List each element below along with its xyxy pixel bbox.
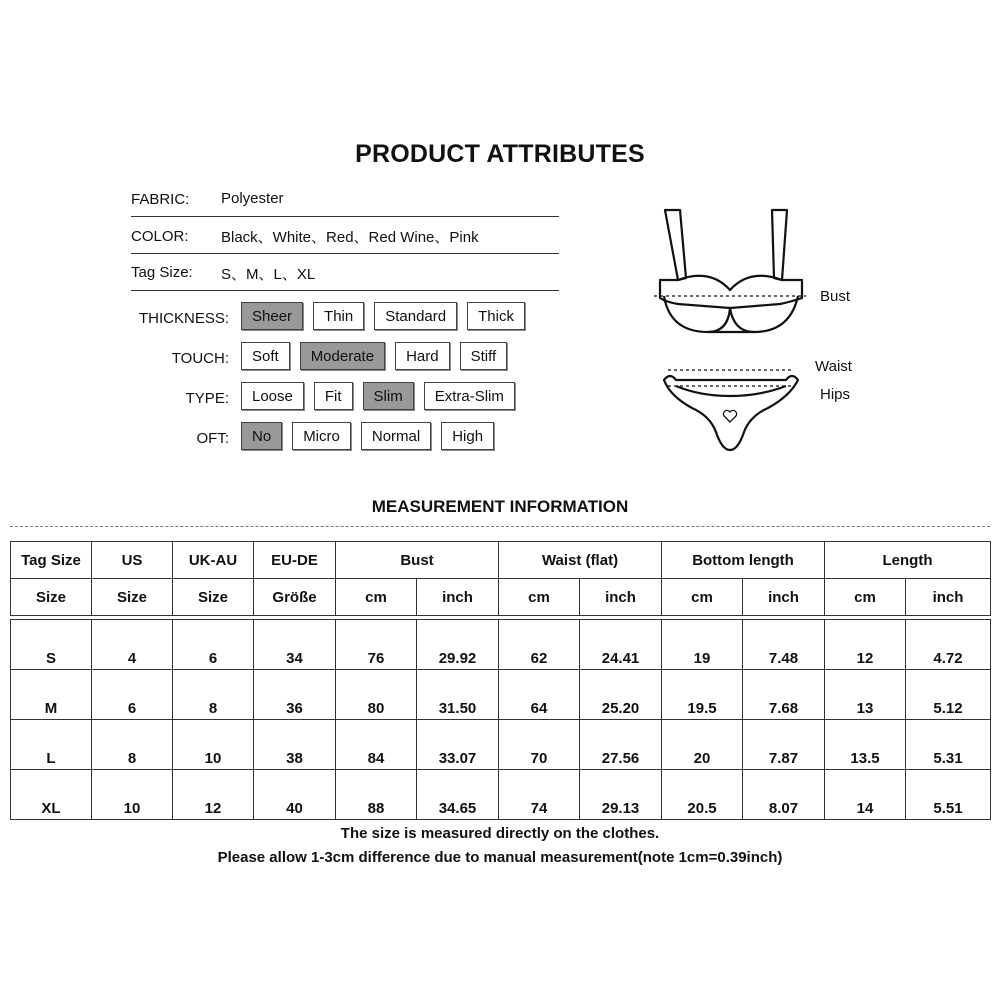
info-label: FABRIC: <box>131 191 190 208</box>
info-label: COLOR: <box>131 228 189 245</box>
heart-icon <box>723 410 736 422</box>
table-cell: 12 <box>173 770 254 820</box>
attribute-options <box>241 382 515 410</box>
info-row-color <box>131 217 559 254</box>
table-cell: 7.87 <box>743 720 825 770</box>
option-chip: Extra-Slim <box>424 382 515 410</box>
table-cell: Größe <box>254 579 336 616</box>
table-cell: cm <box>662 579 743 616</box>
table-cell: 7.48 <box>743 620 825 670</box>
table-cell: 5.51 <box>906 770 991 820</box>
attribute-label: THICKNESS: <box>138 310 229 327</box>
table-cell: 4 <box>92 620 173 670</box>
note-line: The size is measured directly on the clothes. <box>340 825 660 842</box>
table-cell: 64 <box>499 670 580 720</box>
table-cell: 33.07 <box>417 720 499 770</box>
table-cell: 88 <box>336 770 417 820</box>
table-cell: 40 <box>254 770 336 820</box>
table-cell: 4.72 <box>906 620 991 670</box>
table-cell: 5.31 <box>906 720 991 770</box>
table-cell: Waist (flat) <box>499 542 662 579</box>
option-chip: Normal <box>361 422 431 450</box>
table-header-row <box>11 542 991 579</box>
option-chip: No <box>241 422 282 450</box>
table-row <box>11 770 991 820</box>
table-cell: US <box>92 542 173 579</box>
attribute-label: OFT: <box>196 430 229 447</box>
option-chip: Thick <box>467 302 525 330</box>
table-cell: 24.41 <box>580 620 662 670</box>
option-chip: Loose <box>241 382 304 410</box>
table-cell: Size <box>173 579 254 616</box>
table-cell: Bottom length <box>662 542 825 579</box>
option-chip: High <box>441 422 494 450</box>
table-cell: Size <box>11 579 92 616</box>
hips-label: Hips <box>820 386 851 403</box>
option-chip: Moderate <box>300 342 385 370</box>
table-cell: inch <box>580 579 662 616</box>
table-cell: 29.92 <box>417 620 499 670</box>
table-cell: 10 <box>92 770 173 820</box>
table-cell: Bust <box>336 542 499 579</box>
table-cell: Size <box>92 579 173 616</box>
option-chip: Soft <box>241 342 290 370</box>
table-cell: cm <box>825 579 906 616</box>
table-cell: 34 <box>254 620 336 670</box>
table-cell: 62 <box>499 620 580 670</box>
table-cell: 27.56 <box>580 720 662 770</box>
table-cell: S <box>11 620 92 670</box>
option-chip: Standard <box>374 302 457 330</box>
table-subheader-row <box>11 579 991 616</box>
table-cell: UK-AU <box>173 542 254 579</box>
measurement-title: MEASUREMENT INFORMATION <box>371 497 629 516</box>
option-chip: Hard <box>395 342 450 370</box>
table-cell: 34.65 <box>417 770 499 820</box>
size-table <box>10 541 991 820</box>
table-cell: inch <box>417 579 499 616</box>
table-cell: cm <box>336 579 417 616</box>
option-chip: Micro <box>292 422 351 450</box>
table-cell: 76 <box>336 620 417 670</box>
table-cell: inch <box>906 579 991 616</box>
table-cell: 7.68 <box>743 670 825 720</box>
table-cell: 70 <box>499 720 580 770</box>
info-row-tag-size <box>131 254 559 291</box>
option-chip: Sheer <box>241 302 303 330</box>
table-cell: 6 <box>92 670 173 720</box>
bra-and-panty-illustration <box>650 200 810 460</box>
dashed-divider <box>10 526 990 527</box>
table-row <box>11 670 991 720</box>
table-cell: cm <box>499 579 580 616</box>
waist-label: Waist <box>815 358 852 375</box>
attribute-options <box>241 302 525 330</box>
option-chip: Thin <box>313 302 364 330</box>
table-cell: 38 <box>254 720 336 770</box>
table-cell: 19.5 <box>662 670 743 720</box>
table-cell: 8.07 <box>743 770 825 820</box>
option-chip: Stiff <box>460 342 508 370</box>
table-cell: 80 <box>336 670 417 720</box>
attribute-label: TOUCH: <box>171 350 229 367</box>
attribute-label: TYPE: <box>185 390 229 407</box>
table-row <box>11 620 991 670</box>
table-cell: 13.5 <box>825 720 906 770</box>
table-cell: 6 <box>173 620 254 670</box>
info-row-fabric <box>131 188 559 217</box>
table-cell: 84 <box>336 720 417 770</box>
info-value: Black、White、Red、Red Wine、Pink <box>221 229 479 246</box>
table-cell: 19 <box>662 620 743 670</box>
table-cell: 25.20 <box>580 670 662 720</box>
page-title: PRODUCT ATTRIBUTES <box>355 140 645 168</box>
info-label: Tag Size: <box>131 264 193 281</box>
table-cell: 20 <box>662 720 743 770</box>
note-line: Please allow 1-3cm difference due to manual measurement(note 1cm=0.39inch) <box>217 849 783 866</box>
table-cell: EU-DE <box>254 542 336 579</box>
option-chip: Slim <box>363 382 414 410</box>
table-cell: Tag Size <box>11 542 92 579</box>
table-cell: 8 <box>173 670 254 720</box>
table-cell: inch <box>743 579 825 616</box>
table-cell: 12 <box>825 620 906 670</box>
notes <box>0 822 1000 870</box>
table-row <box>11 720 991 770</box>
table-cell: 31.50 <box>417 670 499 720</box>
table-cell: 36 <box>254 670 336 720</box>
table-cell: M <box>11 670 92 720</box>
attribute-options <box>241 422 494 450</box>
table-cell: 5.12 <box>906 670 991 720</box>
table-cell: 10 <box>173 720 254 770</box>
attribute-options <box>241 342 507 370</box>
table-cell: 20.5 <box>662 770 743 820</box>
info-value: Polyester <box>221 190 284 207</box>
table-cell: 14 <box>825 770 906 820</box>
table-cell: 13 <box>825 670 906 720</box>
table-cell: 8 <box>92 720 173 770</box>
bust-label: Bust <box>820 288 851 305</box>
option-chip: Fit <box>314 382 353 410</box>
info-value: S、M、L、XL <box>221 266 316 283</box>
lingerie-diagram <box>650 200 852 465</box>
table-cell: XL <box>11 770 92 820</box>
table-cell: 29.13 <box>580 770 662 820</box>
table-cell: L <box>11 720 92 770</box>
table-cell: Length <box>825 542 991 579</box>
table-cell: 74 <box>499 770 580 820</box>
